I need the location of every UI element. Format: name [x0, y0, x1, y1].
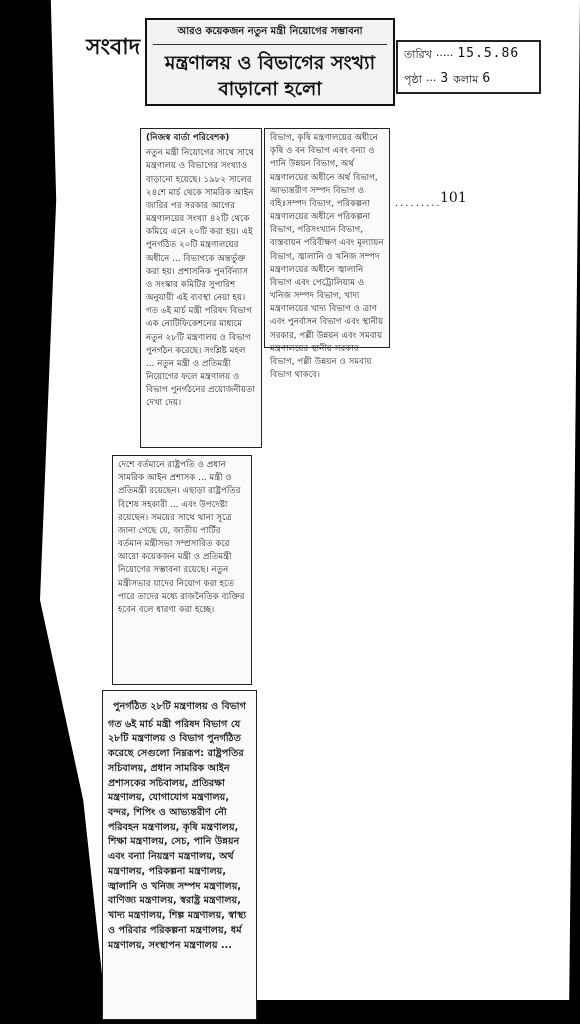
column-label: কলাম	[453, 73, 479, 86]
article-subhead: পুনর্গঠিত ২৮টি মন্ত্রণালয় ও বিভাগ	[113, 701, 246, 712]
date-label: তারিখ	[404, 48, 432, 61]
article-kicker: আরও কয়েকজন নতুন মন্ত্রী নিয়োগের সম্ভাবনা	[153, 24, 387, 45]
article-header	[145, 18, 395, 106]
article-column-4	[102, 690, 257, 1020]
column-1-text: নতুন মন্ত্রী নিয়োগের সাথে সাথে মন্ত্রণালয় ও বিভাগের সংখ্যাও বাড়ানো হয়েছে। ১৯৮২ সালের ২৪শে মার্চ থেকে সামরিক আইন জারির পর সরকার আগের মন্ত্রণালয়ের সংখ্যা ৪২টি থেকে কমিয়ে এনে ২০টি করা হয়। এই পুনর্গঠিত ২০টি মন্ত্রণালয়ের অধীনে ... বিভাগকে অন্তর্ভুক্ত করা হয়। প্রশাসনিক পুনর্বিন্যাস ও সংস্কার কমিটির সুপারিশ অনুযায়ী এই ব্যবস্থা নেয়া হয়। গত ৬ই মার্চ মন্ত্রী পরিষদ বিভাগ এক নোটিফিকেশনের মাধ্যমে নতুন ২৮টি মন্ত্রণালয় ও বিভাগ পুনর্গঠন করেছে। সংশ্লিষ্ট মহল ... নতুন মন্ত্রী ও প্রতিমন্ত্রী নিয়োগের ফলে মন্ত্রণালয় ও বিভাগ পুনর্গঠনের প্রয়োজনীয়তা দেখা দেয়।	[146, 148, 255, 409]
article-headline-line2: বাড়ানো হলো	[218, 77, 322, 100]
column-4-text: গত ৬ই মার্চ মন্ত্রী পরিষদ বিভাগ যে ২৮টি মন্ত্রণালয় ও বিভাগ পুনর্গঠিত করেছে সেগুলো নিম্নরূপ: রাষ্ট্রপতির সচিবালয়, প্রধান সামরিক আইন প্রশাসকের সচিবালয়, প্রতিরক্ষা মন্ত্রণালয়, যোগাযোগ মন্ত্রণালয়, বন্দর, শিপিং ও আভ্যন্তরীণ নৌ পরিবহন মন্ত্রণালয়, কৃষি মন্ত্রণালয়, শিক্ষা মন্ত্রণালয়, সেচ, পানি উন্নয়ন এবং বন্যা নিয়ন্ত্রণ মন্ত্রণালয়, অর্থ মন্ত্রণালয়, পরিকল্পনা মন্ত্রণালয়, জ্বালানি ও খনিজ সম্পদ মন্ত্রণালয়, বাণিজ্য মন্ত্রণালয়, স্বরাষ্ট্র মন্ত্রণালয়, খাদ্য মন্ত্রণালয়, শিল্প মন্ত্রণালয়, স্বাস্থ্য ও পরিবার পরিকল্পনা মন্ত্রণালয়, ধর্ম মন্ত্রণালয়, সংস্থাপন মন্ত্রণালয় ...	[108, 718, 247, 951]
article-column-3	[112, 455, 252, 685]
date-value: 15.5.86	[457, 46, 520, 61]
paper-name-handwritten: সংবাদ	[86, 34, 141, 60]
column-value: 6	[482, 71, 492, 86]
article-column-2	[264, 128, 390, 381]
page-column-row: পৃষ্ঠা ... 3 কলাম 6	[404, 71, 533, 90]
date-stamp-box	[396, 40, 541, 94]
date-row: তারিখ ..... 15.5.86	[404, 46, 533, 65]
column-3-text: দেশে বর্তমানে রাষ্ট্রপতি ও প্রধান সামরিক আইন প্রশাসক ... মন্ত্রী ও প্রতিমন্ত্রী রয়েছেন। এছাড়া রাষ্ট্রপতির বিশেষ সহকারী ... এবং উপদেষ্টা রয়েছেন। সময়ের সাথে থানা সূত্রে জানা গেছে যে, জাতীয় পার্টির বর্তমান মন্ত্রীসভা সম্প্রসারিত করে আরো কয়েকজন মন্ত্রী ও প্রতিমন্ত্রী নিয়োগের সম্ভাবনা রয়েছে। নতুন মন্ত্রীসভার যাদের নিয়োগ করা হতে পারে তাদের মধ্যে রাজনৈতিক ব্যক্তির হবেন বলে ধারণা করা হচ্ছে।	[118, 460, 245, 615]
column-2-text: বিভাগ, কৃষি মন্ত্রণালয়ের অধীনে কৃষি ও বন বিভাগ এবং বন্যা ও পানি উন্নয়ন বিভাগ, অর্থ মন্ত্রণালয়ের অধীনে অর্থ বিভাগ, আভ্যন্তরীণ সম্পদ বিভাগ ও বহিঃসম্পদ বিভাগ, পরিকল্পনা মন্ত্রণালয়ের অধীনে পরিকল্পনা বিভাগ, পরিসংখ্যান বিভাগ, বাস্তবায়ন পরিবীক্ষণ এবং মূল্যায়ন বিভাগ, জ্বালানি ও খনিজ সম্পদ মন্ত্রণালয়ের অধীনে জ্বালানি বিভাগ এবং পেট্রোলিয়াম ও খনিজ সম্পদ বিভাগ, খাদ্য মন্ত্রণালয়ের খাদ্য বিভাগ ও ত্রাণ এবং পুনর্বাসন বিভাগ এবং স্থানীয় সরকার, পল্লী উন্নয়ন এবং সমবায় মন্ত্রণালয়ের স্থানীয় সরকার বিভাগ, পল্লী উন্নয়ন ও সমবায় বিভাগ থাকবে।	[270, 133, 384, 381]
page-label: পৃষ্ঠা	[404, 73, 422, 86]
page-value: 3	[440, 71, 450, 86]
archive-page-number: 101	[440, 190, 467, 206]
article-byline: (নিজস্ব বার্তা পরিবেশক)	[146, 133, 230, 143]
dotted-leader: .........	[395, 198, 442, 209]
article-column-1	[140, 128, 262, 448]
article-headline-line1: মন্ত্রণালয় ও বিভাগের সংখ্যা	[164, 52, 376, 74]
